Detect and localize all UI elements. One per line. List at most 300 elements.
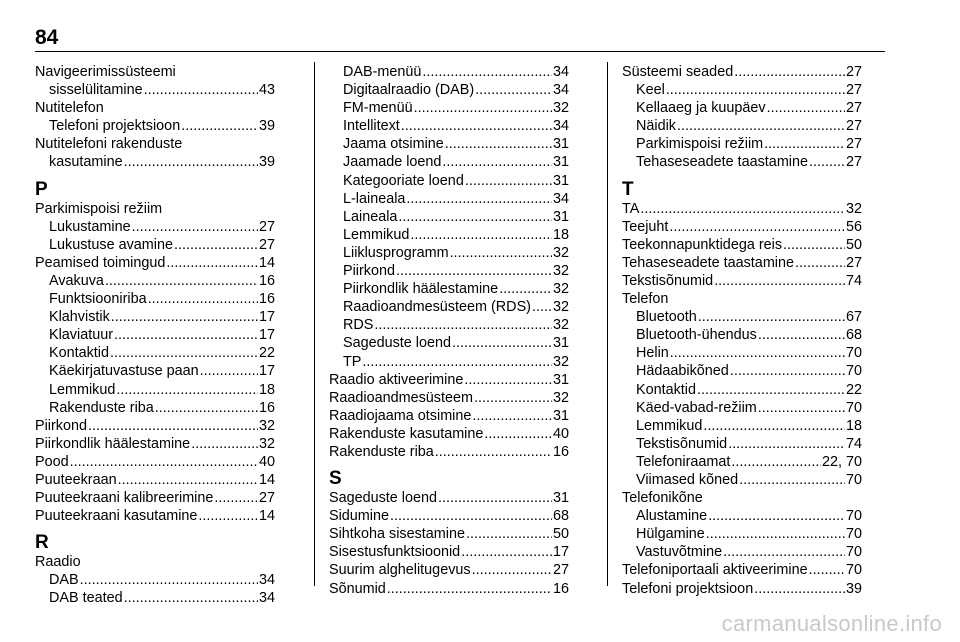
index-subentry bbox=[622, 453, 862, 471]
page-reference: 16 bbox=[258, 291, 275, 308]
index-entry bbox=[35, 507, 275, 525]
index-subentry bbox=[35, 81, 275, 99]
dot-leader bbox=[174, 236, 258, 254]
dot-leader bbox=[191, 435, 258, 453]
entry-text: Nutitelefon bbox=[35, 100, 104, 117]
dot-leader bbox=[698, 308, 845, 326]
dot-leader bbox=[414, 99, 552, 117]
entry-text: Kontaktid bbox=[49, 345, 110, 362]
entry-text: Piirkond bbox=[343, 263, 395, 280]
index-subentry bbox=[35, 218, 275, 236]
dot-leader bbox=[398, 208, 552, 226]
dot-leader bbox=[730, 362, 845, 380]
page-reference: 32 bbox=[845, 200, 862, 217]
page-reference: 14 bbox=[258, 254, 275, 271]
index-subentry bbox=[622, 81, 862, 99]
page-reference: 34 bbox=[552, 64, 569, 80]
page-reference: 70 bbox=[845, 562, 862, 579]
entry-text: Telefoni projektsioon bbox=[49, 118, 181, 135]
page-reference: 70 bbox=[845, 526, 862, 543]
page-reference: 32 bbox=[258, 435, 275, 452]
index-entry bbox=[329, 525, 569, 543]
page-reference: 22 bbox=[845, 381, 862, 398]
dot-leader bbox=[697, 381, 845, 399]
section-letter: P bbox=[35, 178, 48, 200]
dot-leader bbox=[670, 344, 845, 362]
index-subentry bbox=[329, 353, 569, 371]
dot-leader bbox=[401, 117, 552, 135]
entry-text: Puuteekraani kasutamine bbox=[35, 508, 198, 525]
dot-leader bbox=[669, 218, 845, 236]
page-reference: 27 bbox=[845, 254, 862, 271]
dot-leader bbox=[465, 172, 552, 190]
dot-leader bbox=[466, 525, 552, 543]
dot-leader bbox=[80, 571, 258, 589]
entry-text: Navigeerimissüsteemi bbox=[35, 64, 176, 80]
page-reference: 40 bbox=[552, 425, 569, 442]
page-reference: 31 bbox=[552, 335, 569, 352]
dot-leader bbox=[461, 543, 552, 561]
dot-leader bbox=[435, 443, 552, 461]
entry-text: Nutitelefoni rakenduste bbox=[35, 136, 183, 153]
index-entry bbox=[35, 200, 275, 218]
entry-text: Digitaalraadio (DAB) bbox=[343, 82, 475, 99]
entry-text: DAB-menüü bbox=[343, 64, 422, 80]
entry-text: RDS bbox=[343, 317, 374, 334]
index-entry bbox=[329, 371, 569, 389]
entry-text: Lemmikud bbox=[49, 381, 116, 398]
section-letter: S bbox=[329, 468, 342, 490]
page-reference: 27 bbox=[552, 562, 569, 579]
entry-text: Piirkondlik häälestamine bbox=[35, 435, 191, 452]
page-reference: 34 bbox=[258, 572, 275, 589]
index-subentry bbox=[622, 153, 862, 171]
index-subentry bbox=[35, 381, 275, 399]
dot-leader bbox=[472, 561, 552, 579]
entry-text: Telefoni projektsioon bbox=[622, 580, 754, 597]
page-reference: 50 bbox=[845, 236, 862, 253]
page-reference: 31 bbox=[552, 407, 569, 424]
index-subentry bbox=[329, 316, 569, 334]
page-reference: 43 bbox=[258, 82, 275, 99]
index-subentry bbox=[622, 381, 862, 399]
entry-text: Hülgamine bbox=[636, 526, 705, 543]
dot-leader bbox=[809, 561, 845, 579]
index-column-3 bbox=[622, 63, 862, 598]
dot-leader bbox=[144, 81, 258, 99]
entry-text: Süsteemi seaded bbox=[622, 64, 734, 80]
entry-text: Parkimispoisi režiim bbox=[35, 200, 163, 217]
column-divider bbox=[607, 62, 608, 586]
index-entry bbox=[35, 99, 275, 117]
index-entry bbox=[329, 443, 569, 461]
page-reference: 34 bbox=[552, 190, 569, 207]
page-reference: 74 bbox=[845, 435, 862, 452]
page-reference: 56 bbox=[845, 218, 862, 235]
dot-leader bbox=[362, 353, 552, 371]
page-reference: 27 bbox=[845, 136, 862, 153]
page-reference: 31 bbox=[552, 136, 569, 153]
page-reference: 39 bbox=[258, 118, 275, 135]
entry-text: Jaama otsimine bbox=[343, 136, 444, 153]
page-reference: 70 bbox=[845, 544, 862, 561]
index-entry bbox=[35, 135, 275, 153]
entry-text: kasutamine bbox=[49, 154, 123, 171]
index-entry bbox=[622, 254, 862, 272]
entry-text: Peamised toimingud bbox=[35, 254, 166, 271]
index-column-1 bbox=[35, 63, 275, 608]
entry-text: TA bbox=[622, 200, 640, 217]
dot-leader bbox=[198, 507, 258, 525]
dot-leader bbox=[406, 190, 552, 208]
page-reference: 16 bbox=[552, 443, 569, 460]
entry-text: Lemmikud bbox=[636, 417, 703, 434]
page-reference: 70 bbox=[845, 399, 862, 416]
page-reference: 70 bbox=[845, 345, 862, 362]
entry-text: Keel bbox=[636, 82, 665, 99]
index-subentry bbox=[622, 117, 862, 135]
entry-text: Käekirjatuvastuse paan bbox=[49, 363, 199, 380]
index-subentry bbox=[622, 471, 862, 489]
index-entry bbox=[622, 236, 862, 254]
page-reference: 70 bbox=[845, 363, 862, 380]
page-reference: 31 bbox=[552, 208, 569, 225]
entry-text: Puuteekraani kalibreerimine bbox=[35, 490, 214, 507]
entry-text: Teejuht bbox=[622, 218, 669, 235]
page-reference: 70 bbox=[845, 471, 862, 488]
page-reference: 40 bbox=[258, 453, 275, 470]
dot-leader bbox=[739, 471, 845, 489]
dot-leader bbox=[111, 308, 258, 326]
entry-text: Käed-vabad-režiim bbox=[636, 399, 757, 416]
entry-text: Pood bbox=[35, 453, 69, 470]
index-entry bbox=[622, 272, 862, 290]
page-reference: 68 bbox=[845, 327, 862, 344]
entry-text: Lukustamine bbox=[49, 218, 131, 235]
entry-text: Lemmikud bbox=[343, 226, 410, 243]
page-reference: 17 bbox=[552, 544, 569, 561]
dot-leader bbox=[148, 290, 258, 308]
dot-leader bbox=[475, 81, 552, 99]
page-reference: 27 bbox=[258, 490, 275, 507]
page-reference: 32 bbox=[552, 263, 569, 280]
header-rule bbox=[35, 51, 885, 52]
dot-leader bbox=[132, 218, 258, 236]
dot-leader bbox=[124, 589, 258, 607]
page-reference: 22, 70 bbox=[821, 453, 862, 470]
entry-text: sisselülitamine bbox=[49, 82, 143, 99]
index-subentry bbox=[35, 399, 275, 417]
entry-text: TP bbox=[343, 353, 362, 370]
page-reference: 31 bbox=[552, 490, 569, 507]
index-subentry bbox=[329, 135, 569, 153]
page-reference: 17 bbox=[258, 327, 275, 344]
dot-leader bbox=[118, 471, 258, 489]
index-entry bbox=[329, 580, 569, 598]
index-subentry bbox=[35, 362, 275, 380]
dot-leader bbox=[754, 580, 845, 598]
index-entry bbox=[622, 489, 862, 507]
entry-text: Klahvistik bbox=[49, 309, 110, 326]
dot-leader bbox=[640, 200, 845, 218]
index-entry bbox=[329, 561, 569, 579]
dot-leader bbox=[666, 81, 845, 99]
dot-leader bbox=[758, 399, 845, 417]
dot-leader bbox=[464, 371, 552, 389]
index-subentry bbox=[329, 298, 569, 316]
index-entry bbox=[35, 435, 275, 453]
entry-text: Telefonikõne bbox=[622, 490, 703, 507]
index-entry bbox=[622, 561, 862, 579]
dot-leader bbox=[155, 399, 258, 417]
dot-leader bbox=[452, 334, 552, 352]
entry-text: Sisestusfunktsioonid bbox=[329, 544, 461, 561]
entry-text: Telefoniportaali aktiveerimine bbox=[622, 562, 808, 579]
index-subentry bbox=[329, 117, 569, 135]
index-subentry bbox=[329, 153, 569, 171]
dot-leader bbox=[114, 326, 258, 344]
entry-text: Piirkondlik häälestamine bbox=[343, 281, 499, 298]
page-reference: 22 bbox=[258, 345, 275, 362]
dot-leader bbox=[445, 135, 552, 153]
dot-leader bbox=[396, 262, 552, 280]
entry-text: Hädaabikõned bbox=[636, 363, 729, 380]
page-reference: 18 bbox=[552, 226, 569, 243]
page-reference: 27 bbox=[845, 82, 862, 99]
index-subentry bbox=[35, 236, 275, 254]
dot-leader bbox=[116, 381, 258, 399]
page-reference: 27 bbox=[258, 236, 275, 253]
entry-text: DAB teated bbox=[49, 590, 123, 607]
page-reference: 32 bbox=[552, 100, 569, 117]
entry-text: Näidik bbox=[636, 118, 676, 135]
page-reference: 27 bbox=[845, 64, 862, 80]
entry-text: Parkimispoisi režiim bbox=[636, 136, 764, 153]
index-subentry bbox=[35, 344, 275, 362]
index-subentry bbox=[622, 417, 862, 435]
index-entry bbox=[35, 417, 275, 435]
section-letter: R bbox=[35, 532, 49, 554]
dot-leader bbox=[472, 407, 552, 425]
page-reference: 50 bbox=[552, 526, 569, 543]
index-entry bbox=[329, 507, 569, 525]
page-reference: 18 bbox=[258, 381, 275, 398]
entry-text: Telefoniraamat bbox=[636, 453, 731, 470]
dot-leader bbox=[499, 280, 552, 298]
page-reference: 14 bbox=[258, 471, 275, 488]
page-reference: 32 bbox=[552, 244, 569, 261]
index-subentry bbox=[35, 326, 275, 344]
entry-text: Raadiojaama otsimine bbox=[329, 407, 472, 424]
entry-text: Telefon bbox=[622, 291, 669, 308]
dot-leader bbox=[706, 525, 845, 543]
index-subentry bbox=[35, 290, 275, 308]
index-subentry bbox=[622, 399, 862, 417]
index-entry bbox=[35, 63, 275, 81]
entry-text: Kategooriate loend bbox=[343, 172, 464, 189]
index-entry bbox=[622, 218, 862, 236]
page-reference: 27 bbox=[845, 154, 862, 171]
dot-leader bbox=[764, 135, 845, 153]
index-entry bbox=[329, 489, 569, 507]
entry-text: Suurim alghelitugevus bbox=[329, 562, 471, 579]
entry-text: Vastuvõtmine bbox=[636, 544, 723, 561]
index-entry bbox=[622, 200, 862, 218]
dot-leader bbox=[70, 453, 258, 471]
dot-leader bbox=[438, 489, 552, 507]
dot-leader bbox=[767, 99, 845, 117]
dot-leader bbox=[677, 117, 845, 135]
dot-leader bbox=[181, 117, 258, 135]
dot-leader bbox=[474, 389, 552, 407]
index-subentry bbox=[329, 99, 569, 117]
index-column-2 bbox=[329, 63, 569, 598]
dot-leader bbox=[450, 244, 552, 262]
dot-leader bbox=[809, 153, 845, 171]
dot-leader bbox=[714, 272, 845, 290]
page-reference: 18 bbox=[845, 417, 862, 434]
index-subentry bbox=[329, 262, 569, 280]
index-subentry bbox=[329, 63, 569, 81]
entry-text: Sageduste loend bbox=[329, 490, 438, 507]
dot-leader bbox=[374, 316, 552, 334]
page-reference: 17 bbox=[258, 363, 275, 380]
dot-leader bbox=[105, 272, 258, 290]
index-subentry bbox=[35, 153, 275, 171]
entry-text: FM-menüü bbox=[343, 100, 413, 117]
entry-text: Rakenduste riba bbox=[49, 399, 154, 416]
dot-leader bbox=[387, 580, 552, 598]
page-reference: 34 bbox=[552, 118, 569, 135]
page-reference: 34 bbox=[552, 82, 569, 99]
page-reference: 39 bbox=[845, 580, 862, 597]
index-subentry bbox=[35, 272, 275, 290]
dot-leader bbox=[703, 417, 845, 435]
entry-text: Raadio bbox=[35, 554, 81, 571]
entry-text: Bluetooth-ühendus bbox=[636, 327, 757, 344]
index-subentry bbox=[622, 326, 862, 344]
index-subentry bbox=[35, 117, 275, 135]
entry-text: Raadioandmesüsteem (RDS) bbox=[343, 299, 531, 316]
entry-text: Tekstisõnumid bbox=[636, 435, 728, 452]
dot-leader bbox=[166, 254, 258, 272]
dot-leader bbox=[783, 236, 845, 254]
entry-text: Klaviatuur bbox=[49, 327, 113, 344]
entry-text: Laineala bbox=[343, 208, 398, 225]
index-entry bbox=[35, 254, 275, 272]
column-divider bbox=[314, 62, 315, 586]
page-reference: 32 bbox=[552, 317, 569, 334]
index-entry bbox=[622, 580, 862, 598]
entry-text: Jaamade loend bbox=[343, 154, 442, 171]
entry-text: L-laineala bbox=[343, 190, 406, 207]
index-entry bbox=[329, 425, 569, 443]
entry-text: Tehaseseadete taastamine bbox=[622, 254, 795, 271]
entry-text: Liiklusprogramm bbox=[343, 244, 449, 261]
index-subentry bbox=[329, 334, 569, 352]
page-reference: 32 bbox=[552, 389, 569, 406]
page-reference: 74 bbox=[845, 272, 862, 289]
index-entry bbox=[622, 63, 862, 81]
page-reference: 31 bbox=[552, 154, 569, 171]
entry-text: Raadio aktiveerimine bbox=[329, 371, 464, 388]
entry-text: Rakenduste kasutamine bbox=[329, 425, 484, 442]
dot-leader bbox=[484, 425, 552, 443]
page-reference: 17 bbox=[258, 309, 275, 326]
page-reference: 70 bbox=[845, 508, 862, 525]
page-reference: 67 bbox=[845, 309, 862, 326]
page-reference: 14 bbox=[258, 508, 275, 525]
section-letter: T bbox=[622, 178, 634, 200]
dot-leader bbox=[88, 417, 258, 435]
dot-leader bbox=[728, 435, 845, 453]
dot-leader bbox=[708, 507, 845, 525]
entry-text: Sageduste loend bbox=[343, 335, 452, 352]
entry-text: Bluetooth bbox=[636, 309, 697, 326]
page-reference: 32 bbox=[258, 417, 275, 434]
entry-text: DAB bbox=[49, 572, 79, 589]
dot-leader bbox=[442, 153, 552, 171]
page-reference: 31 bbox=[552, 371, 569, 388]
index-entry bbox=[329, 407, 569, 425]
index-entry bbox=[35, 489, 275, 507]
index-subentry bbox=[622, 435, 862, 453]
index-entry bbox=[622, 290, 862, 308]
index-subentry bbox=[329, 280, 569, 298]
entry-text: Rakenduste riba bbox=[329, 443, 434, 460]
index-subentry bbox=[329, 208, 569, 226]
dot-leader bbox=[532, 298, 552, 316]
entry-text: Tehaseseadete taastamine bbox=[636, 154, 809, 171]
index-entry bbox=[35, 553, 275, 571]
page-reference: 32 bbox=[552, 281, 569, 298]
page-reference: 39 bbox=[258, 154, 275, 171]
index-subentry bbox=[329, 244, 569, 262]
page-reference: 27 bbox=[258, 218, 275, 235]
index-subentry bbox=[622, 543, 862, 561]
dot-leader bbox=[110, 344, 258, 362]
entry-text: Funktsiooniriba bbox=[49, 291, 147, 308]
index-subentry bbox=[35, 308, 275, 326]
page-reference: 27 bbox=[845, 118, 862, 135]
page-reference: 32 bbox=[552, 353, 569, 370]
dot-leader bbox=[410, 226, 552, 244]
index-subentry bbox=[622, 99, 862, 117]
page-reference: 34 bbox=[258, 590, 275, 607]
dot-leader bbox=[390, 507, 552, 525]
index-subentry bbox=[622, 308, 862, 326]
dot-leader bbox=[422, 63, 552, 81]
index-subentry bbox=[622, 525, 862, 543]
dot-leader bbox=[758, 326, 845, 344]
index-subentry bbox=[329, 226, 569, 244]
entry-text: Alustamine bbox=[636, 508, 708, 525]
index-subentry bbox=[35, 571, 275, 589]
entry-text: Sihtkoha sisestamine bbox=[329, 526, 465, 543]
entry-text: Tekstisõnumid bbox=[622, 272, 714, 289]
page-reference: 32 bbox=[552, 299, 569, 316]
dot-leader bbox=[731, 453, 821, 471]
entry-text: Raadioandmesüsteem bbox=[329, 389, 473, 406]
entry-text: Piirkond bbox=[35, 417, 87, 434]
index-subentry bbox=[622, 507, 862, 525]
entry-text: Avakuva bbox=[49, 272, 104, 289]
page-reference: 27 bbox=[845, 100, 862, 117]
index-subentry bbox=[622, 344, 862, 362]
index-entry bbox=[329, 389, 569, 407]
index-entry bbox=[35, 471, 275, 489]
entry-text: Puuteekraan bbox=[35, 471, 117, 488]
